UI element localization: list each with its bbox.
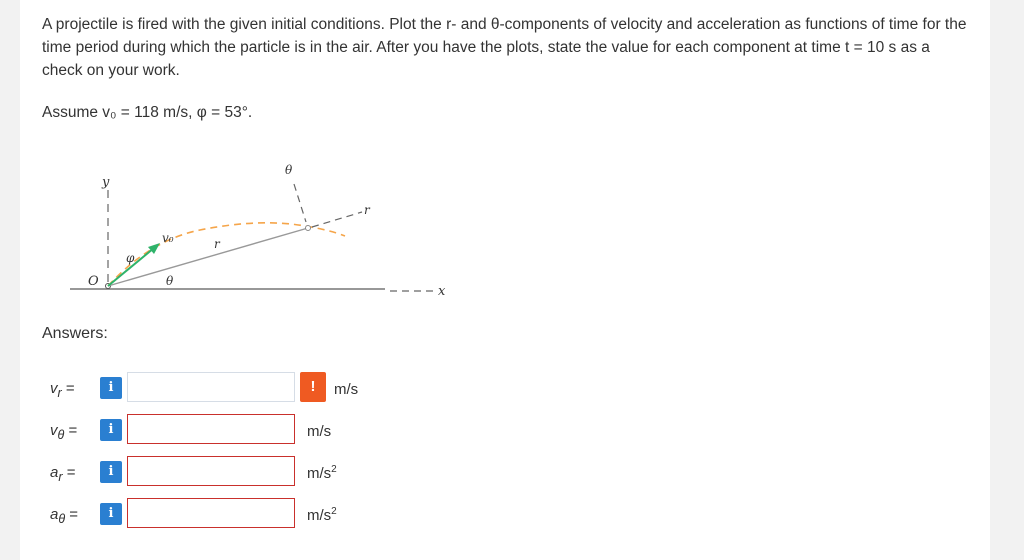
ar-answer-input[interactable] (127, 456, 295, 486)
theta-direction-line (294, 184, 306, 222)
particle-point (306, 226, 311, 231)
vtheta-answer-input[interactable] (127, 414, 295, 444)
atheta-answer-input[interactable] (127, 498, 295, 528)
v0-label: v₀ (162, 231, 174, 245)
ar-info-icon[interactable]: i (100, 461, 122, 483)
vtheta-label: $v_\theta$ = (50, 422, 78, 442)
atheta-label: $a_\theta$ = (50, 506, 79, 526)
ar-unit: $m/s^2$ (307, 464, 337, 482)
answer-row-vr (20, 372, 420, 406)
answer-row-ar (20, 456, 420, 490)
vr-unit: m/s (334, 381, 359, 398)
phi-label: φ (126, 251, 135, 265)
theta-high-label: θ (285, 163, 293, 177)
problem-card (20, 0, 990, 560)
vr-info-icon[interactable]: i (100, 377, 122, 399)
vtheta-unit: m/s (307, 423, 332, 440)
r-mid-label: r (214, 237, 220, 251)
vr-label: $v_r$ = (50, 380, 75, 400)
atheta-info-icon[interactable]: i (100, 503, 122, 525)
y-axis-label: y (102, 175, 110, 190)
ar-label: $a_r$ = (50, 464, 76, 484)
projectile-diagram (60, 150, 480, 310)
vtheta-info-icon[interactable]: i (100, 419, 122, 441)
origin-label: O (88, 274, 99, 289)
problem-statement: A projectile is fired with the given initial conditions. Plot the r- and θ-components of velocity and acceleration as functions of time for the time period during which the particle is in the air. After you have the plots, state the value for each component at time t = 10 s as a check on your work. (42, 16, 967, 79)
r-end-label: r (364, 203, 370, 217)
problem-assumption: Assume v₀ = 118 m/s, φ = 53°. (42, 104, 253, 121)
trajectory-path (108, 223, 345, 286)
atheta-unit: $m/s^2$ (307, 506, 337, 524)
vr-warning-icon[interactable]: ! (300, 372, 326, 402)
radial-extension (312, 212, 362, 227)
theta-low-label: θ (166, 274, 174, 288)
radial-line (108, 228, 308, 286)
x-axis-label: x (438, 284, 446, 299)
answer-row-atheta (20, 498, 420, 532)
answers-heading: Answers: (42, 325, 108, 342)
vr-answer-input[interactable] (127, 372, 295, 402)
answer-row-vtheta (20, 414, 420, 448)
